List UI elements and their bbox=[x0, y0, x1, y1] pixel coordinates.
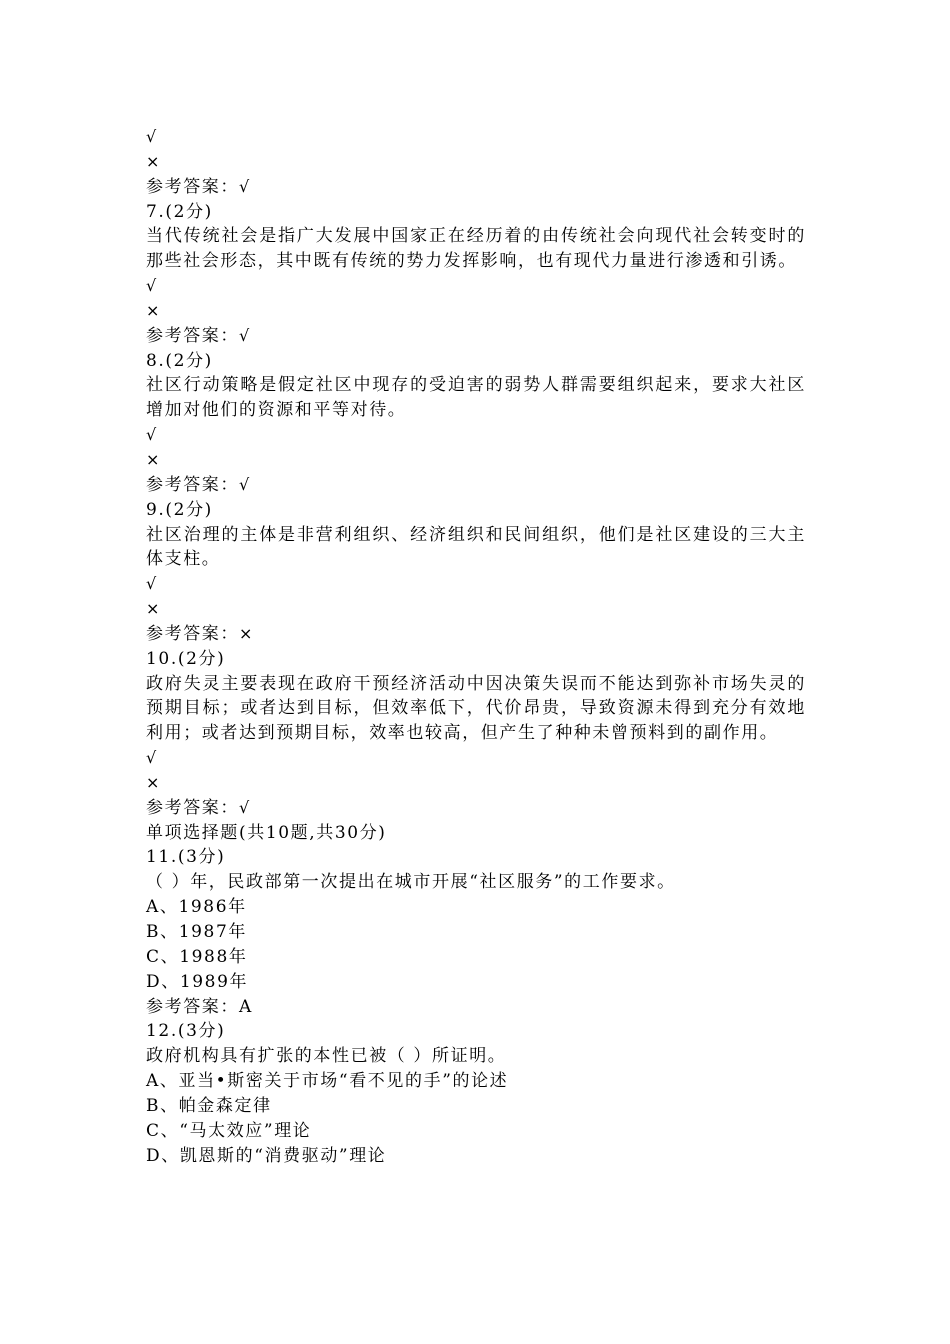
true-option: √ bbox=[146, 574, 158, 594]
document-page bbox=[146, 125, 806, 1168]
answer-label: 参考答案： bbox=[146, 797, 239, 818]
false-option: × bbox=[146, 300, 162, 320]
option-c: C、“马太效应”理论 bbox=[146, 1120, 312, 1141]
answer-value: × bbox=[239, 623, 255, 643]
answer-line bbox=[146, 473, 806, 498]
question-text: 社区行动策略是假定社区中现存的受迫害的弱势人群需要组织起来，要求大社区增加对他们的资源和平等对待。 bbox=[146, 375, 806, 421]
answer-label: 参考答案： bbox=[146, 623, 239, 644]
answer-label: 参考答案： bbox=[146, 474, 239, 495]
question-number: 9.(2分) bbox=[146, 499, 213, 520]
question-number: 11.(3分) bbox=[146, 847, 226, 868]
question-text: 社区治理的主体是非营利组织、经济组织和民间组织，他们是社区建设的三大主体支柱。 bbox=[146, 524, 806, 570]
option-a: A、亚当•斯密关于市场“看不见的手”的论述 bbox=[146, 1071, 509, 1092]
question-number: 7.(2分) bbox=[146, 201, 213, 222]
false-option: × bbox=[146, 449, 162, 469]
question-7 bbox=[146, 200, 806, 349]
question-9 bbox=[146, 498, 806, 647]
section-heading: 单项选择题(共10题,共30分) bbox=[146, 822, 387, 843]
answer-label: 参考答案： bbox=[146, 176, 239, 197]
answer-line bbox=[146, 622, 806, 647]
true-option: √ bbox=[146, 276, 158, 296]
answer-line bbox=[146, 995, 806, 1020]
true-option: √ bbox=[146, 127, 158, 146]
answer-value: √ bbox=[239, 797, 251, 817]
answer-value: √ bbox=[239, 325, 251, 345]
option-b: B、1987年 bbox=[146, 922, 247, 942]
answer-line bbox=[146, 324, 806, 349]
question-text: 政府失灵主要表现在政府干预经济活动中因决策失误而不能达到弥补市场失灵的预期目标；或者达到目标，但效率低下，代价昂贵，导致资源未得到充分有效地利用；或者达到预期目标，效率也较高，但产生了种种未曾预料到的副作用。 bbox=[146, 673, 806, 744]
option-a: A、1986年 bbox=[146, 897, 247, 918]
question-number: 8.(2分) bbox=[146, 350, 213, 371]
answer-line bbox=[146, 796, 806, 821]
false-option: × bbox=[146, 772, 162, 792]
question-number: 12.(3分) bbox=[146, 1021, 226, 1042]
question-8 bbox=[146, 349, 806, 498]
true-option: √ bbox=[146, 748, 158, 768]
prev-question-tail bbox=[146, 125, 806, 200]
answer-value: √ bbox=[239, 176, 251, 196]
answer-label: 参考答案： bbox=[146, 325, 239, 346]
false-option: × bbox=[146, 599, 162, 619]
question-11 bbox=[146, 845, 806, 1019]
option-d: D、凯恩斯的“消费驱动”理论 bbox=[146, 1145, 387, 1166]
answer-value: A bbox=[239, 996, 253, 1017]
option-c: C、1988年 bbox=[146, 946, 248, 967]
answer-value: √ bbox=[239, 474, 251, 494]
answer-label: 参考答案： bbox=[146, 996, 239, 1017]
option-b: B、帕金森定律 bbox=[146, 1095, 272, 1116]
question-text: 当代传统社会是指广大发展中国家正在经历着的由传统社会向现代社会转变时的那些社会形态，其中既有传统的势力发挥影响，也有现代力量进行渗透和引诱。 bbox=[146, 226, 806, 272]
option-d: D、1989年 bbox=[146, 971, 249, 992]
question-10 bbox=[146, 647, 806, 821]
question-number: 10.(2分) bbox=[146, 648, 226, 669]
question-text: 政府机构具有扩张的本性已被（ ）所证明。 bbox=[146, 1046, 507, 1067]
false-option: × bbox=[146, 151, 162, 171]
answer-line bbox=[146, 175, 806, 200]
question-12 bbox=[146, 1019, 806, 1168]
question-text: （ ）年，民政部第一次提出在城市开展“社区服务”的工作要求。 bbox=[146, 872, 676, 893]
true-option: √ bbox=[146, 425, 158, 445]
